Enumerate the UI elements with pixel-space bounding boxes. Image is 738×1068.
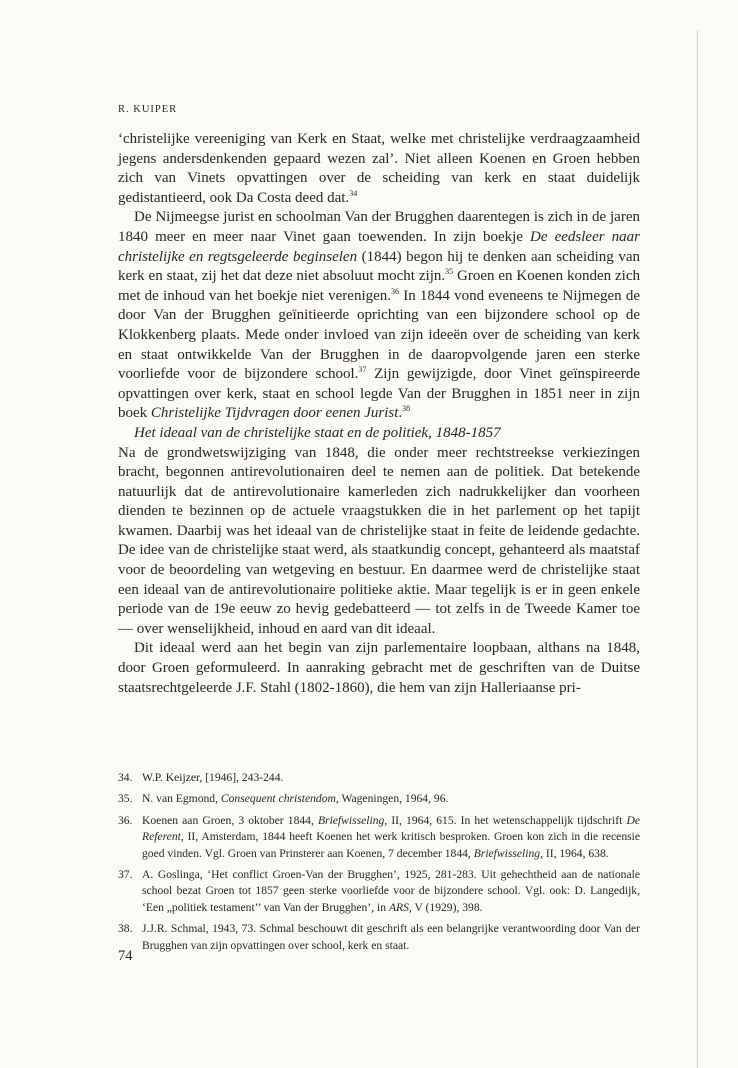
paragraph-2: De Nijmeegse jurist en schoolman Van der Brugghen daarentegen is zich in de jaren 1840 meer en meer naar Vinet gaan toewenden. In zijn boekje De eedsleer naar christelijke en regtsgeleerde beginselen (1844) begon hij te denken aan scheiding van kerk en staat, zij het dat deze niet absoluut mocht zijn.$^{35}$ Groen en Koenen konden zich met de inhoud van het boekje niet verenigen.$^{36}$ In 1844 vond eveneens te Nijmegen de door Van der Brugghen geïnitieerde oprichting van een bijzondere school op de Klokkenberg plaats. Mede onder invloed van zijn ideeën over de scheiding van kerk en staat ontwikkelde Van der Brugghen in de daaropvolgende jaren een sterke voorliefde voor de bijzondere school.$^{37}$ Zijn gewijzigde, door Vinet geïnspireerde opvattingen over kerk, staat en school legde Van der Brugghen in 1851 neer in zijn boek Christelijke Tijdvragen door eenen Jurist.$^{38}$ xyxy=(118,209,641,422)
paragraph-3: Na de grondwetswijziging van 1848, die onder meer rechtstreekse verkiezingen bracht, begonnen antirevolutionairen deel te nemen aan de politiek. Dat betekende natuurlijk dat de antirevolutionaire kamerleden zich nadrukkelijker dan voorheen dienden te bezinnen op de actuele vraagstukken die in het parlement op het tapijt kwamen. Daarbij was het ideaal van de christelijke staat in feite de leidende gedachte. De idee van de christelijke staat werd, als staatkundig concept, gehanteerd als maatstaf voor de beoordeling van wetgeving en bestuur. En daarmee werd de christelijke staat een ideaal van de antirevolutionaire politieke aktie. Maar tegelijk is er in geen enkele periode van de 19e eeuw zo hevig gedebatteerd — tot zelfs in de Tweede Kamer toe — over wenselijkheid, inhoud en aard van dit ideaal. xyxy=(118,444,640,637)
footnote-text: J.J.R. Schmal, 1943, 73. Schmal beschouwt dit geschrift als een belangrijke verantwoording door Van der Brugghen van zijn opvattingen over school, kerk en staat. xyxy=(142,922,640,952)
footnote-ref-38: 38 xyxy=(402,404,411,414)
footnote-ref-37: 37 xyxy=(358,365,367,375)
footnote-number: 35. xyxy=(118,792,133,806)
paragraph-4: Dit ideaal werd aan het begin van zijn parlementaire loopbaan, althans na 1848, door Groen geformuleerd. In aanraking gebracht met de geschriften van de Duitse staatsrechtgeleerde J.F. Stahl (1802-1860), die hem van zijn Halleriaanse pri- xyxy=(118,640,640,696)
footnote-ref-36: 36 xyxy=(391,286,400,296)
footnote-number: 36. xyxy=(118,813,133,827)
footnote-text: A. Goslinga, ‘Het conflict Groen-Van der Brugghen’, 1925, 281-283. Uit gehechtheid aan de nationale school bezat Groen tot 1857 geen sterke voorliefde voor de bijzondere school. Vgl. ook: D. Langedijk, ‘Een „politiek testament’’ van Van der Brugghen’, in ARS, V (1929), 398. xyxy=(142,868,640,914)
footnote-35 xyxy=(118,791,640,807)
footnote-number: 37. xyxy=(118,868,133,882)
footnote-text: Koenen aan Groen, 3 oktober 1844, Briefwisseling, II, 1964, 615. In het wetenschappelijk tijdschrift De Referent, II, Amsterdam, 1844 heeft Koenen het werk kritisch besproken. Groen kon zich in die recensie goed vinden. Vgl. Groen van Prinsterer aan Koenen, 7 december 1844, Briefwisseling, II, 1964, 638. xyxy=(142,813,640,860)
section-heading: Het ideaal van de christelijke staat en de politiek, 1848-1857 xyxy=(134,424,501,441)
page-number: 74 xyxy=(118,948,133,964)
footnote-34 xyxy=(118,770,640,786)
footnote-38 xyxy=(118,921,640,954)
footnote-number: 38. xyxy=(118,922,133,936)
footnote-ref-35: 35 xyxy=(445,267,454,277)
footnote-text: W.P. Keijzer, [1946], 243-244. xyxy=(142,771,284,784)
footnote-number: 34. xyxy=(118,771,133,784)
footnotes xyxy=(118,770,640,959)
paragraph-1: ‘christelijke vereeniging van Kerk en Staat, welke met christelijke verdraagzaamheid jegens andersdenkenden gepaard wezen zal’. Niet alleen Koenen en Groen hebben zich van Vinets opvattingen over de scheiding van kerk en staat duidelijk gedistantieerd, ook Da Costa deed dat.$^{34}$ xyxy=(118,131,640,206)
footnote-36 xyxy=(118,813,640,862)
book-title-eedsleer: De eedsleer naar christelijke en regtsgeleerde beginselen xyxy=(118,228,640,265)
running-head: R. KUIPER xyxy=(118,104,178,115)
page-edge-line xyxy=(697,30,698,1068)
footnote-text: N. van Egmond, Consequent christendom, Wageningen, 1964, 96. xyxy=(142,792,449,806)
book-title-tijdvragen: Christelijke Tijdvragen door eenen Jurist xyxy=(150,405,399,422)
footnote-37 xyxy=(118,867,640,916)
footnote-ref-34: 34 xyxy=(349,188,358,198)
body-text xyxy=(118,130,640,698)
